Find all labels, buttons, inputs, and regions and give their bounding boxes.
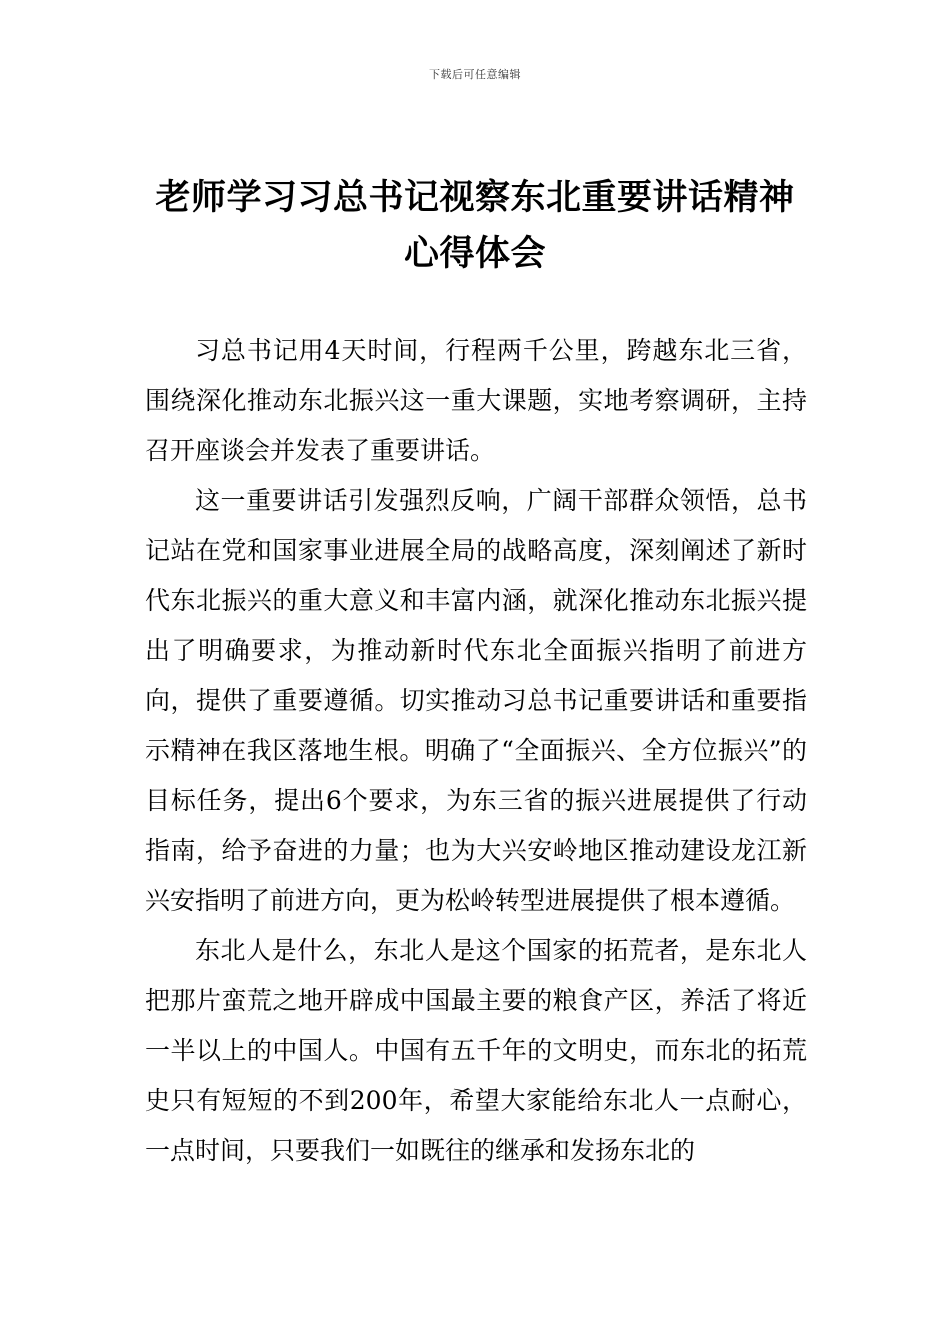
page-header-note: 下载后可任意编辑 xyxy=(429,68,521,81)
document-body xyxy=(145,326,807,1176)
paragraph-3: 东北人是什么，东北人是这个国家的拓荒者，是东北人把那片蛮荒之地开辟成中国最主要的粮食产区，养活了将近一半以上的中国人。中国有五千年的文明史，而东北的拓荒史只有短短的不到200年，希望大家能给东北人一点耐心，一点时间，只要我们一如既往的继承和发扬东北的 xyxy=(145,936,807,1165)
paragraph-1: 习总书记用4天时间，行程两千公里，跨越东北三省，围绕深化推动东北振兴这一重大课题，实地考察调研，主持召开座谈会并发表了重要讲话。 xyxy=(145,336,807,465)
paragraph-2: 这一重要讲话引发强烈反响，广阔干部群众领悟，总书记站在党和国家事业进展全局的战略高度，深刻阐述了新时代东北振兴的重大意义和丰富内涵，就深化推动东北振兴提出了明确要求，为推动新时代东北全面振兴指明了前进方向，提供了重要遵循。切实推动习总书记重要讲话和重要指示精神在我区落地生根。明确了“全面振兴、全方位振兴”的目标任务，提出6个要求，为东三省的振兴进展提供了行动指南，给予奋进的力量；也为大兴安岭地区推动建设龙江新兴安指明了前进方向，更为松岭转型进展提供了根本遵循。 xyxy=(145,486,807,915)
document-title: 老师学习习总书记视察东北重要讲话精神心得体会 xyxy=(155,177,795,274)
